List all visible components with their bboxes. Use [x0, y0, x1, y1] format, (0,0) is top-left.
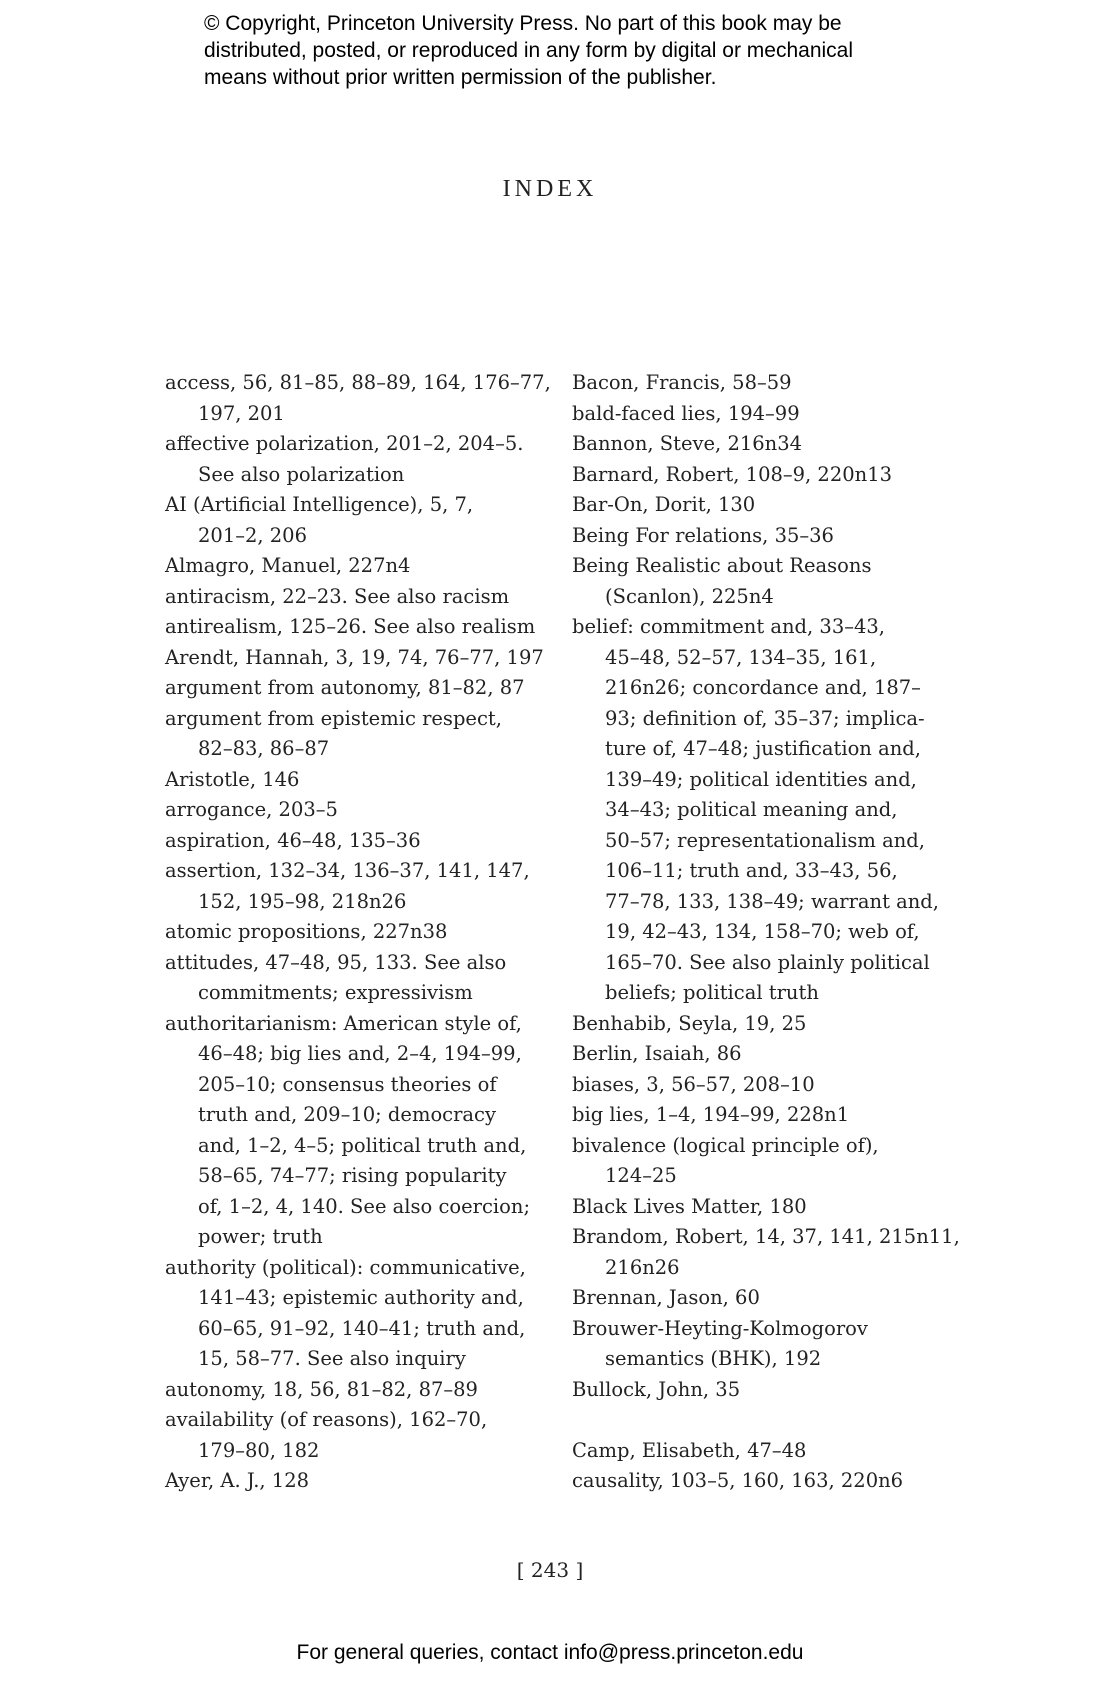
index-entry-line: beliefs; political truth — [605, 981, 819, 1004]
index-entry-line: bivalence (logical principle of), — [572, 1133, 879, 1157]
page-title: INDEX — [502, 176, 598, 202]
index-entry-line: Black Lives Matter, 180 — [572, 1194, 807, 1218]
copyright-line: means without prior written permission of the publisher. — [204, 66, 717, 89]
index-entry-line: atomic propositions, 227n38 — [165, 920, 448, 943]
index-entry-line: affective polarization, 201–2, 204–5. — [165, 432, 524, 455]
footer-contact: For general queries, contact info@press.princeton.edu — [296, 1641, 804, 1664]
index-entry-line: 179–80, 182 — [198, 1438, 320, 1462]
index-entry-line: AI (Artificial Intelligence), 5, 7, — [165, 493, 474, 516]
index-entry-line: Ayer, A. J., 128 — [165, 1469, 310, 1492]
index-entry-line: truth and, 209–10; democracy — [198, 1103, 496, 1126]
index-entry-line: (Scanlon), 225n4 — [605, 584, 774, 608]
copyright-line: distributed, posted, or reproduced in any form by digital or mechanical — [204, 39, 854, 62]
index-entry-line: 141–43; epistemic authority and, — [198, 1286, 524, 1309]
index-entry-line: Brandom, Robert, 14, 37, 141, 215n11, — [572, 1225, 960, 1248]
index-entry-line: Brennan, Jason, 60 — [572, 1286, 760, 1309]
index-entry-line: 216n26 — [605, 1255, 680, 1279]
index-entry-line: Bannon, Steve, 216n34 — [572, 432, 803, 455]
index-entry-line: autonomy, 18, 56, 81–82, 87–89 — [165, 1377, 478, 1401]
index-entry-line: 46–48; big lies and, 2–4, 194–99, — [198, 1042, 522, 1065]
index-entry-line — [572, 1405, 952, 1436]
copyright-line: © Copyright, Princeton University Press. No part of this book may be — [204, 12, 842, 35]
index-entry-line: 58–65, 74–77; rising popularity — [198, 1164, 507, 1187]
copyright-notice — [204, 10, 924, 91]
index-entry-line: 34–43; political meaning and, — [605, 798, 898, 821]
index-entry-line: aspiration, 46–48, 135–36 — [165, 828, 421, 852]
index-entry-line: biases, 3, 56–57, 208–10 — [572, 1072, 815, 1096]
index-entry-line: 152, 195–98, 218n26 — [198, 889, 407, 913]
index-entry-line: bald-faced lies, 194–99 — [572, 401, 800, 425]
index-entry-line: See also polarization — [198, 462, 405, 486]
index-entry-line: argument from epistemic respect, — [165, 706, 502, 730]
index-entry-line: 82–83, 86–87 — [198, 737, 330, 760]
index-entry-line: attitudes, 47–48, 95, 133. See also — [165, 950, 507, 974]
index-entry-line: arrogance, 203–5 — [165, 798, 338, 821]
index-entry-line: and, 1–2, 4–5; political truth and, — [198, 1133, 527, 1157]
index-entry-line: Brouwer-Heyting-Kolmogorov — [572, 1316, 868, 1340]
index-entry-line: argument from autonomy, 81–82, 87 — [165, 676, 525, 699]
index-entry-line: access, 56, 81–85, 88–89, 164, 176–77, — [165, 371, 551, 394]
index-entry-line: 106–11; truth and, 33–43, 56, — [605, 859, 898, 882]
index-entry-line: authority (political): communicative, — [165, 1255, 526, 1279]
index-entry-line: ture of, 47–48; justification and, — [605, 737, 921, 760]
index-entry-line: Berlin, Isaiah, 86 — [572, 1042, 742, 1065]
index-entry-line: 165–70. See also plainly political — [605, 950, 930, 974]
index-entry-line: 139–49; political identities and, — [605, 767, 917, 791]
index-entry-line: Bullock, John, 35 — [572, 1377, 741, 1401]
index-entry-line: availability (of reasons), 162–70, — [165, 1408, 488, 1431]
index-entry-line: 15, 58–77. See also inquiry — [198, 1347, 466, 1370]
index-entry-line: causality, 103–5, 160, 163, 220n6 — [572, 1469, 904, 1492]
index-entry-line: antirealism, 125–26. See also realism — [165, 615, 536, 638]
index-entry-line: Camp, Elisabeth, 47–48 — [572, 1438, 807, 1462]
index-entry-line: of, 1–2, 4, 140. See also coercion; — [198, 1194, 531, 1218]
index-entry-line: Barnard, Robert, 108–9, 220n13 — [572, 462, 893, 486]
index-entry-line: commitments; expressivism — [198, 981, 473, 1004]
index-entry-line: Benhabib, Seyla, 19, 25 — [572, 1011, 807, 1035]
index-entry-line: belief: commitment and, 33–43, — [572, 615, 885, 638]
index-entry-line: 205–10; consensus theories of — [198, 1072, 497, 1096]
index-entry-line: big lies, 1–4, 194–99, 228n1 — [572, 1103, 850, 1126]
index-entry-line: Almagro, Manuel, 227n4 — [165, 554, 411, 577]
index-entry-line: authoritarianism: American style of, — [165, 1011, 522, 1035]
index-entry-line: 19, 42–43, 134, 158–70; web of, — [605, 920, 920, 943]
index-entry-line: Aristotle, 146 — [165, 767, 300, 791]
index-entry-line: 93; definition of, 35–37; implica- — [605, 706, 925, 730]
index-entry-line: 60–65, 91–92, 140–41; truth and, — [198, 1316, 526, 1340]
index-entry-line: assertion, 132–34, 136–37, 141, 147, — [165, 859, 530, 882]
index-entry-line: semantics (BHK), 192 — [605, 1347, 822, 1370]
index-entry-line: 50–57; representationalism and, — [605, 828, 925, 852]
index-entry-line: 45–48, 52–57, 134–35, 161, — [605, 645, 877, 669]
index-column-left — [165, 368, 551, 1497]
index-entry-line: Bacon, Francis, 58–59 — [572, 371, 792, 394]
page-number: [ 243 ] — [516, 1558, 584, 1582]
index-entry-line: Bar-On, Dorit, 130 — [572, 493, 756, 516]
index-entry-line: Being For relations, 35–36 — [572, 523, 834, 547]
index-entry-line: Arendt, Hannah, 3, 19, 74, 76–77, 197 — [165, 645, 544, 669]
index-entry-line: antiracism, 22–23. See also racism — [165, 584, 510, 608]
index-entry-line: Being Realistic about Reasons — [572, 554, 872, 577]
index-entry-line: 216n26; concordance and, 187– — [605, 676, 921, 699]
index-column-right — [572, 368, 960, 1497]
index-entry-line: 124–25 — [605, 1164, 677, 1187]
index-entry-line: 197, 201 — [198, 401, 285, 425]
index-entry-line: power; truth — [198, 1225, 323, 1248]
index-entry-line: 77–78, 133, 138–49; warrant and, — [605, 889, 939, 913]
index-entry-line: 201–2, 206 — [198, 523, 307, 547]
